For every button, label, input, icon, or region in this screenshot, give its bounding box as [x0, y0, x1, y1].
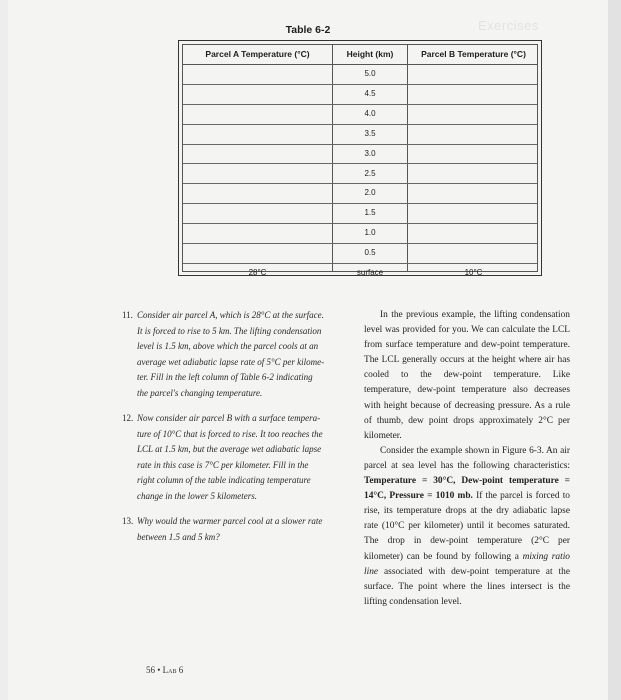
header-parcel-a: Parcel A Temperature (°C) — [205, 49, 310, 59]
p2-post: associated with dew-point temperature at the surface. The point where the lines intersect is the lifting condensation level. — [364, 566, 570, 607]
cell-height: 0.5 — [364, 248, 376, 258]
question-line: LCL at 1.5 km, but the average wet adiabatic lapse — [137, 444, 322, 454]
table-row — [183, 84, 537, 105]
table-row — [183, 203, 537, 224]
question-11 — [122, 308, 352, 401]
cell-parcel-a — [183, 84, 332, 104]
table-row — [183, 144, 537, 165]
cell-parcel-b — [408, 203, 539, 223]
ghost-heading: Exercises — [478, 18, 539, 33]
cell-parcel-b — [408, 104, 539, 124]
page-number: 56 — [146, 665, 155, 675]
question-line: Why would the warmer parcel cool at a slower rate — [137, 516, 323, 526]
question-line: level is 1.5 km, above which the parcel cools at an — [137, 341, 319, 351]
p2-pre: Consider the example shown in Figure 6-3. An air parcel at sea level has the following characteristics: — [364, 445, 570, 471]
cell-parcel-a — [183, 124, 332, 144]
cell-height: 3.0 — [364, 148, 376, 158]
question-line: ter. Fill in the left column of Table 6-2 indicating — [137, 372, 313, 382]
cell-height: 5.0 — [364, 69, 376, 78]
cell-parcel-b — [408, 223, 539, 243]
page-footer — [146, 665, 183, 675]
table-row — [183, 243, 537, 264]
cell-height: 2.5 — [364, 168, 376, 178]
cell-parcel-b — [408, 124, 539, 144]
cell-parcel-b — [408, 84, 539, 104]
table-row — [183, 124, 537, 145]
table-row — [183, 263, 537, 283]
question-line: change in the lower 5 kilometers. — [137, 490, 257, 501]
body-text — [364, 308, 570, 610]
cell-parcel-a — [183, 104, 332, 124]
cell-parcel-a — [183, 183, 332, 203]
question-line: ture of 10°C that is forced to rise. It too reaches the — [137, 428, 323, 439]
question-line: Consider air parcel A, which is 28°C at the surface. — [137, 310, 324, 320]
question-number: 13. — [122, 516, 134, 526]
question-line: the parcel's changing temperature. — [137, 387, 263, 398]
question-12 — [122, 411, 352, 504]
cell-parcel-a: 28°C — [248, 268, 267, 277]
question-line: It is forced to rise to 5 km. The lifting condensation — [137, 325, 322, 336]
cell-parcel-a — [183, 223, 332, 243]
page-edge — [608, 0, 621, 700]
question-line: rate in this case is 7°C per kilometer. Fill in the — [137, 459, 309, 470]
cell-parcel-a — [183, 164, 332, 184]
table-row — [183, 104, 537, 125]
cell-height: 3.5 — [364, 128, 376, 138]
question-number: 11. — [122, 310, 133, 320]
body-paragraph-2 — [364, 444, 570, 610]
cell-parcel-b — [408, 243, 539, 263]
question-13 — [122, 514, 352, 545]
table-6-2 — [178, 40, 542, 276]
table-row — [183, 183, 537, 204]
cell-parcel-a — [183, 144, 332, 164]
question-line: between 1.5 and 5 km? — [137, 531, 220, 542]
cell-parcel-b: 10°C — [464, 268, 483, 277]
cell-height: 1.5 — [364, 208, 376, 218]
page — [8, 0, 608, 700]
cell-height: 2.0 — [364, 188, 376, 198]
cell-parcel-a — [183, 243, 332, 263]
question-line: Now consider air parcel B with a surface tempera- — [137, 413, 321, 423]
cell-parcel-a — [183, 64, 332, 84]
table-row — [183, 223, 537, 244]
p2-bold: Temperature = 30°C, Dew-point temperature = 14°C, Pressure = 1010 mb. — [364, 476, 570, 502]
table-row — [183, 64, 537, 85]
header-height: Height (km) — [346, 49, 394, 59]
cell-height: 4.0 — [364, 108, 376, 118]
cell-parcel-b — [408, 164, 539, 184]
cell-parcel-a — [183, 203, 332, 223]
footer-lab: Lab 6 — [162, 665, 184, 675]
cell-parcel-b — [408, 183, 539, 203]
p2-italic: mixing ratio line — [364, 551, 570, 577]
cell-parcel-b — [408, 64, 539, 84]
table-row — [183, 164, 537, 185]
p2-mid: If the parcel is forced to rise, its temperature drops at the dry adiabatic lapse rate (10°C per kilometer) until it becomes saturated. The drop in dew-point temperature (2°C per kilometer) can be found by following a — [364, 491, 570, 562]
footer-bullet: • — [157, 665, 161, 675]
question-line: right column of the table indicating temperature — [137, 475, 311, 485]
cell-height: 4.5 — [364, 88, 376, 98]
question-line: average wet adiabatic lapse rate of 5°C per kilome- — [137, 356, 325, 367]
table-grid — [182, 44, 538, 277]
cell-height: surface — [356, 268, 384, 277]
cell-height: 1.0 — [364, 228, 376, 238]
question-number: 12. — [122, 413, 134, 423]
body-paragraph-1: In the previous example, the lifting condensation level was provided for you. We can calculate the LCL from surface temperature and dew-point temperature. The LCL generally occurs at the height where air has cooled to the dew-point temperature. Like temperature, dew-point temperature also decreases with height because of decreasing pressure. As a rule of thumb, dew point drops approximately 2°C per kilometer. — [364, 310, 570, 441]
table-title: Table 6-2 — [285, 24, 331, 36]
cell-parcel-b — [408, 144, 539, 164]
header-parcel-b: Parcel B Temperature (°C) — [421, 49, 526, 59]
table-header-row — [183, 45, 537, 65]
